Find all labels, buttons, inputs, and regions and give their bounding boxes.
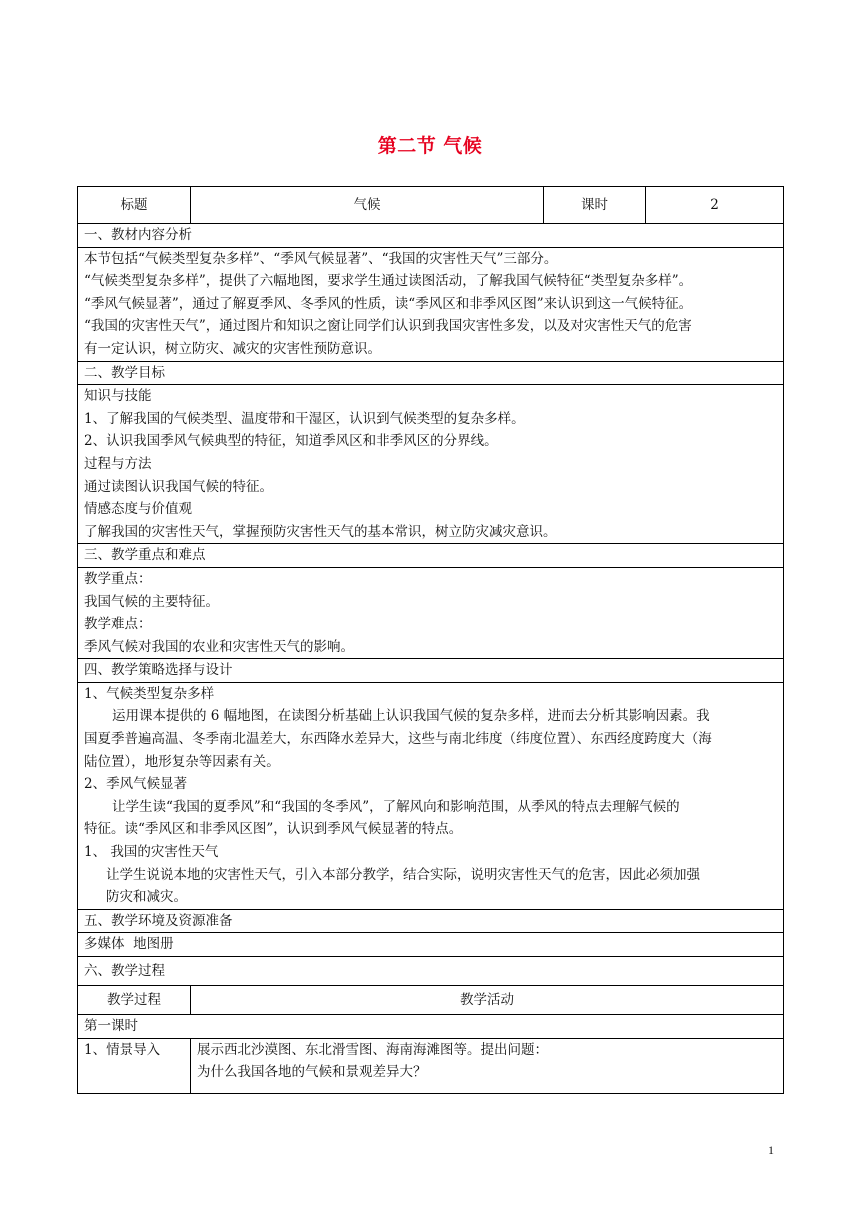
text-line: 陆位置），地形复杂等因素有关。 — [84, 753, 280, 770]
key-points — [78, 567, 784, 658]
hours-label: 课时 — [544, 187, 646, 224]
text-line: 本节包括“气候类型复杂多样”、“季风气候显著”、“我国的灾害性天气”三部分。 — [84, 250, 558, 267]
lesson-plan-table — [77, 186, 784, 1094]
process-header-row — [78, 986, 784, 1015]
header-row — [78, 187, 784, 224]
section-content-row — [78, 933, 784, 957]
period-row — [78, 1015, 784, 1039]
strategy-design — [78, 682, 784, 909]
teaching-objectives — [78, 385, 784, 544]
text-line: 通过读图认识我国气候的特征。 — [84, 478, 273, 495]
text-line: 季风气候对我国的农业和灾害性天气的影响。 — [84, 638, 354, 655]
section-heading: 五、教学环境及资源准备 — [78, 909, 784, 933]
text-line: 有一定认识，树立防灾、减灾的灾害性预防意识。 — [84, 340, 381, 357]
section-heading: 四、教学策略选择与设计 — [78, 659, 784, 683]
section-heading-row — [78, 659, 784, 683]
section-content-row — [78, 567, 784, 658]
text-line: 运用课本提供的 6 幅地图，在读图分析基础上认识我国气候的复杂多样，进而去分析其影响因素。我 — [112, 708, 710, 725]
text-line: “季风气候显著”，通过了解夏季风、冬季风的性质，读“季风区和非季风区图”来认识到这一气候特征。 — [84, 295, 693, 312]
text-line: 展示西北沙漠图、东北滑雪图、海南海滩图等。提出问题： — [197, 1041, 548, 1058]
text-line: 让学生读“我国的夏季风”和“我国的冬季风”，了解风向和影响范围，从季风的特点去理解气候的 — [112, 798, 680, 815]
text-line: 特征。读“季风区和非季风区图”，认识到季风气候显著的特点。 — [84, 821, 463, 838]
section-content-row — [78, 385, 784, 544]
text-line: “气候类型复杂多样”，提供了六幅地图，要求学生通过读图活动，了解我国气候特征“类型复杂多样”。 — [84, 273, 693, 290]
text-line: 教学难点： — [84, 616, 152, 633]
section-content-row — [78, 682, 784, 909]
text-line: 防灾和减灾。 — [106, 889, 187, 906]
period-label: 第一课时 — [78, 1015, 784, 1039]
text-line: “我国的灾害性天气”，通过图片和知识之窗让同学们认识到我国灾害性多发，以及对灾害性天气的危害 — [84, 318, 692, 335]
step-row — [78, 1038, 784, 1093]
page-number: 1 — [768, 1143, 774, 1157]
text-line: 让学生说说本地的灾害性天气，引入本部分教学，结合实际，说明灾害性天气的危害，因此必须加强 — [106, 866, 700, 883]
section-heading-row — [78, 224, 784, 248]
section-heading-row — [78, 957, 784, 986]
text-line: 我国气候的主要特征。 — [84, 593, 219, 610]
section-heading: 一、教材内容分析 — [78, 224, 784, 248]
text-line: 为什么我国各地的气候和景观差异大？ — [197, 1064, 427, 1081]
section-content-row — [78, 247, 784, 361]
activity-column-header: 教学活动 — [191, 986, 784, 1015]
title-label: 标题 — [78, 187, 191, 224]
text-line: 过程与方法 — [84, 455, 152, 472]
textbook-analysis — [78, 247, 784, 361]
page-title: 第二节 气候 — [377, 135, 483, 157]
step-activity — [191, 1038, 784, 1093]
process-column-header: 教学过程 — [78, 986, 191, 1015]
text-line: 教学重点： — [84, 570, 152, 587]
section-heading-row — [78, 909, 784, 933]
text-line: 1、 我国的灾害性天气 — [84, 844, 219, 861]
title-value: 气候 — [191, 187, 544, 224]
text-line: 2、认识我国季风气候典型的特征，知道季风区和非季风区的分界线。 — [84, 433, 498, 450]
text-line: 情感态度与价值观 — [84, 501, 192, 518]
text-line: 2、季风气候显著 — [84, 776, 188, 793]
resources: 多媒体 地图册 — [78, 933, 784, 957]
section-heading-row — [78, 544, 784, 568]
section-heading: 二、教学目标 — [78, 361, 784, 385]
text-line: 1、了解我国的气候类型、温度带和干湿区，认识到气候类型的复杂多样。 — [84, 410, 525, 427]
text-line: 1、气候类型复杂多样 — [84, 685, 215, 702]
hours-value: 2 — [646, 187, 784, 224]
text-line: 了解我国的灾害性天气，掌握预防灾害性天气的基本常识，树立防灾减灾意识。 — [84, 523, 557, 540]
text-line: 国夏季普遍高温、冬季南北温差大，东西降水差异大，这些与南北纬度（纬度位置）、东西经度跨度大（海 — [84, 731, 712, 748]
section-heading: 六、教学过程 — [78, 957, 784, 986]
section-heading-row — [78, 361, 784, 385]
section-heading: 三、教学重点和难点 — [78, 544, 784, 568]
text-line: 知识与技能 — [84, 388, 152, 405]
step-label: 1、情景导入 — [78, 1038, 191, 1093]
